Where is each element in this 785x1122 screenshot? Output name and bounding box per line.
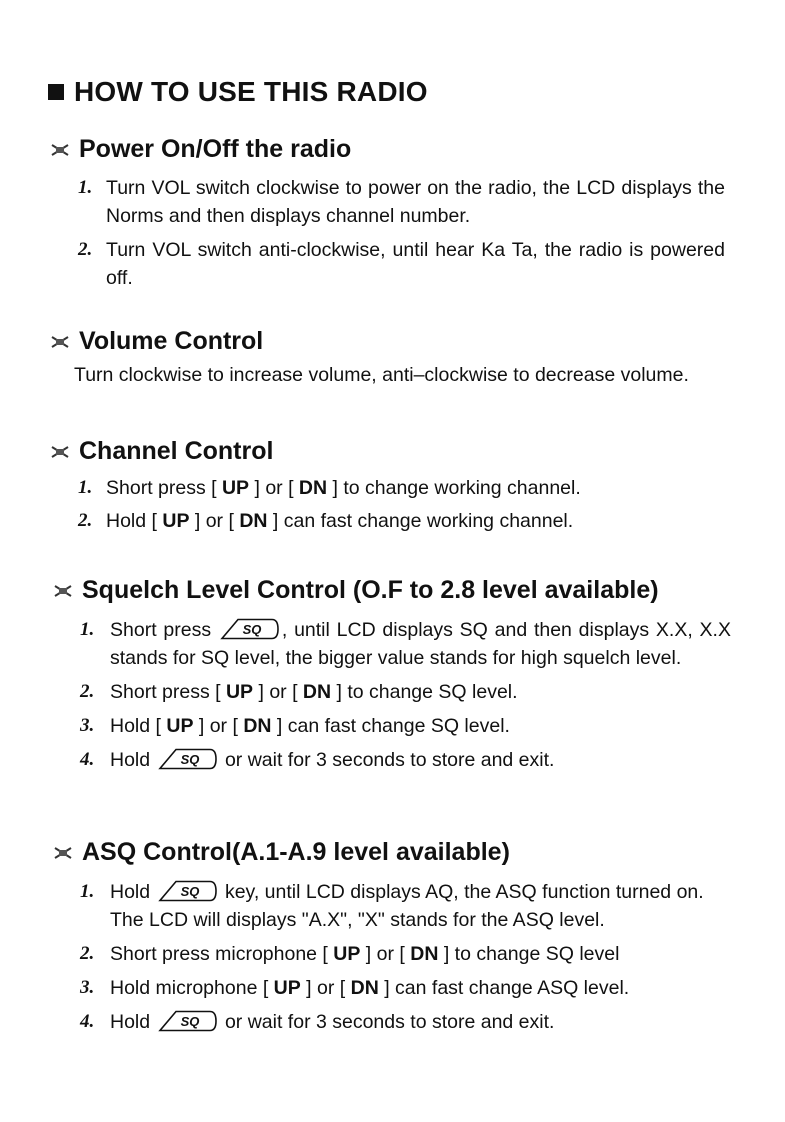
step-text: Short press [ [106, 477, 222, 499]
step-number: 1. [80, 881, 95, 902]
step-text: Hold microphone [ [110, 977, 274, 999]
crosshatch-bullet-icon [53, 584, 73, 598]
step-text: Hold [110, 881, 156, 903]
step-number: 1. [78, 477, 93, 498]
section-volume-title-text: Volume Control [79, 327, 264, 355]
step-text: ] or [ [360, 943, 411, 965]
step-number: 2. [80, 681, 95, 702]
section-power-title-text: Power On/Off the radio [79, 135, 352, 163]
dn-key-label: DN [298, 477, 328, 499]
step-text: ] can fast change SQ level. [271, 715, 510, 737]
asq-step-2 [80, 940, 733, 968]
channel-step-1 [78, 474, 738, 502]
up-key-label: UP [162, 510, 190, 532]
asq-step-3 [80, 974, 733, 1002]
step-text: , until LCD displays SQ and then displays X.X, X.X stands for SQ level, the bigger value stands for high squelch level. [110, 619, 731, 669]
step-text: ] can fast change working channel. [267, 510, 574, 532]
step-text: ] can fast change ASQ level. [378, 977, 630, 999]
dn-key-label: DN [410, 943, 439, 965]
sq-key-icon [158, 1010, 218, 1032]
section-asq-title-text: ASQ Control(A.1-A.9 level available) [82, 838, 510, 866]
sq-key-icon [158, 880, 218, 902]
squelch-step-4 [80, 746, 731, 774]
sq-key-label: SQ [180, 884, 199, 899]
channel-steps [78, 474, 738, 535]
up-key-label: UP [333, 943, 361, 965]
step-number: 2. [78, 239, 93, 260]
power-step-2 [78, 236, 725, 292]
channel-step-2 [78, 507, 738, 535]
step-text: ] or [ [253, 681, 303, 703]
step-text: key, until LCD displays AQ, the ASQ function turned on. The LCD will displays "A.X", "X" stands for the ASQ level. [110, 881, 704, 931]
section-asq-title [53, 838, 510, 867]
section-channel-title [50, 437, 273, 466]
step-number: 3. [80, 977, 95, 998]
step-text: ] to change SQ level. [331, 681, 518, 703]
step-text: Hold [ [106, 510, 163, 532]
step-text: ] or [ [193, 715, 244, 737]
squelch-step-3 [80, 712, 731, 740]
step-text: ] or [ [249, 477, 299, 499]
crosshatch-bullet-icon [50, 445, 70, 459]
dn-key-label: DN [302, 681, 332, 703]
dn-key-label: DN [243, 715, 272, 737]
step-text: or wait for 3 seconds to store and exit. [219, 749, 555, 771]
step-text: Hold [110, 749, 156, 771]
up-key-label: UP [225, 681, 254, 703]
step-text: or wait for 3 seconds to store and exit. [219, 1011, 555, 1033]
step-number: 2. [78, 510, 93, 531]
step-number: 2. [80, 943, 95, 964]
power-steps [78, 174, 725, 292]
step-text: ] or [ [300, 977, 351, 999]
dn-key-label: DN [350, 977, 379, 999]
step-text: Turn VOL switch anti-clockwise, until hear Ka Ta, the radio is powered off. [106, 239, 725, 289]
page-heading [48, 76, 428, 108]
section-volume-title [50, 327, 263, 356]
crosshatch-bullet-icon [50, 143, 70, 157]
squelch-steps [80, 616, 731, 774]
step-text: Short press [110, 619, 218, 641]
crosshatch-bullet-icon [50, 335, 70, 349]
squelch-step-2 [80, 678, 731, 706]
step-text: Short press [ [110, 681, 226, 703]
page-heading-text: HOW TO USE THIS RADIO [74, 76, 428, 107]
squelch-step-1 [80, 616, 731, 672]
sq-key-icon [158, 748, 218, 770]
step-text: ] or [ [189, 510, 240, 532]
step-number: 4. [80, 749, 95, 770]
sq-key-icon [220, 618, 280, 640]
step-text: Short press microphone [ [110, 943, 334, 965]
step-text: Hold [110, 1011, 156, 1033]
step-text: ] to change SQ level [438, 943, 620, 965]
power-step-1 [78, 174, 725, 230]
step-text: ] to change working channel. [327, 477, 581, 499]
asq-steps [80, 878, 733, 1036]
volume-description: Turn clockwise to increase volume, anti–clockwise to decrease volume. [74, 364, 689, 386]
sq-key-label: SQ [242, 622, 262, 637]
up-key-label: UP [273, 977, 301, 999]
crosshatch-bullet-icon [53, 846, 73, 860]
asq-step-1 [80, 878, 733, 934]
section-power-title [50, 135, 351, 164]
sq-key-label: SQ [180, 1014, 199, 1029]
section-squelch-title-text: Squelch Level Control (O.F to 2.8 level available) [82, 576, 659, 604]
dn-key-label: DN [239, 510, 268, 532]
up-key-label: UP [221, 477, 250, 499]
step-text: Hold [ [110, 715, 167, 737]
step-number: 3. [80, 715, 95, 736]
asq-step-4 [80, 1008, 733, 1036]
step-text: Turn VOL switch clockwise to power on the radio, the LCD displays the Norms and then displays channel number. [106, 177, 725, 227]
step-number: 1. [80, 619, 95, 640]
section-channel-title-text: Channel Control [79, 437, 274, 465]
up-key-label: UP [166, 715, 194, 737]
sq-key-label: SQ [180, 752, 199, 767]
square-bullet-icon [48, 84, 64, 100]
section-squelch-title [53, 576, 659, 605]
step-number: 1. [78, 177, 93, 198]
step-number: 4. [80, 1011, 95, 1032]
